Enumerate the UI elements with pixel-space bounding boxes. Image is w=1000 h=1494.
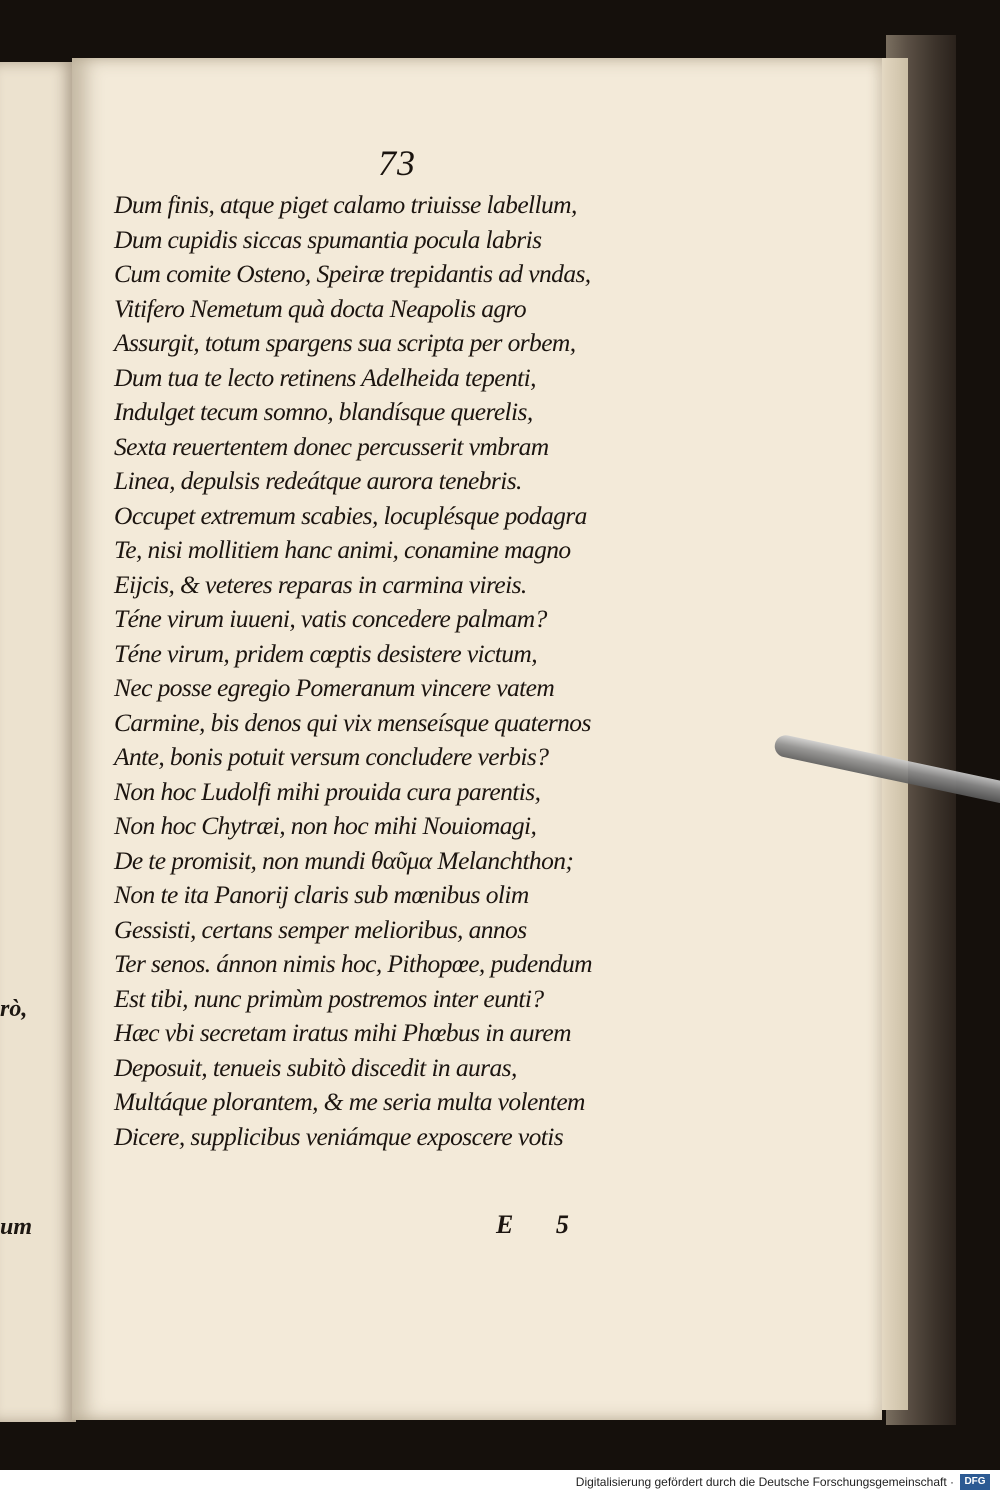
verse-line: Non te ita Panorij claris sub mœnibus olim	[114, 880, 529, 909]
verse-line: Multáque plorantem, & me seria multa volentem	[114, 1087, 585, 1116]
signature-mark: E 5	[496, 1210, 587, 1239]
verse-line: Carmine, bis denos qui vix menseísque quaternos	[114, 707, 591, 737]
verse-line: Sexta reuertentem donec percusserit vmbram	[114, 431, 549, 461]
verse-line: De te promisit, non mundi θαῦμα Melanchthon;	[114, 845, 574, 875]
left-page-fragment: rò,	[0, 996, 28, 1022]
dfg-logo[interactable]: DFG	[960, 1474, 990, 1490]
page-number: 73	[378, 143, 416, 183]
verse-line: Occupet extremum scabies, locuplésque podagra	[114, 500, 587, 530]
verse-line: Vitifero Nemetum quà docta Neapolis agro	[114, 293, 527, 323]
verse-line: Dum finis, atque piget calamo triuisse labellum,	[114, 190, 577, 219]
verse-line: Téne virum iuueni, vatis concedere palmam?	[114, 604, 547, 633]
verse-line: Téne virum, pridem cœptis desistere victum,	[114, 638, 537, 668]
verse-line: Est tibi, nunc primùm postremos inter eunti?	[114, 983, 544, 1013]
verse-line: Te, nisi mollitiem hanc animi, conamine magno	[114, 535, 571, 564]
verse-line: Hæc vbi secretam iratus mihi Phœbus in aurem	[114, 1018, 571, 1047]
verse-line: Indulget tecum somno, blandísque querelis,	[114, 397, 533, 426]
verse-line: Dum tua te lecto retinens Adelheida tepenti,	[114, 362, 536, 392]
verse-line: Eijcis, & veteres reparas in carmina vireis.	[114, 569, 527, 599]
funding-note: Digitalisierung gefördert durch die Deutsche Forschungsgemeinschaft ·	[575, 1475, 954, 1489]
verse-line: Cum comite Osteno, Speiræ trepidantis ad vndas,	[114, 259, 591, 288]
verse-list	[114, 188, 674, 1154]
verse-line: Assurgit, totum spargens sua scripta per orbem,	[114, 328, 576, 357]
verse-line: Ante, bonis potuit versum concludere verbis?	[114, 742, 549, 771]
left-page-edge	[0, 62, 76, 1422]
verse-line: Non hoc Ludolfi mihi prouida cura parentis,	[114, 776, 541, 806]
footer-bar	[0, 1470, 1000, 1494]
verse-line: Linea, depulsis redeátque aurora tenebris.	[114, 466, 522, 495]
verse-line: Dicere, supplicibus veniámque exposcere votis	[114, 1121, 564, 1151]
verse-line: Dum cupidis siccas spumantia pocula labris	[114, 224, 542, 254]
verse-line: Non hoc Chytræi, non hoc mihi Nouiomagi,	[114, 811, 537, 840]
left-page-fragment: um	[0, 1214, 33, 1240]
verse-line: Nec posse egregio Pomeranum vincere vatem	[114, 673, 555, 702]
verse-line: Gessisti, certans semper melioribus, annos	[114, 914, 527, 944]
verse-line: Ter senos. ánnon nimis hoc, Pithopœe, pudendum	[114, 949, 592, 978]
verse-line: Deposuit, tenueis subitò discedit in auras,	[114, 1052, 517, 1082]
